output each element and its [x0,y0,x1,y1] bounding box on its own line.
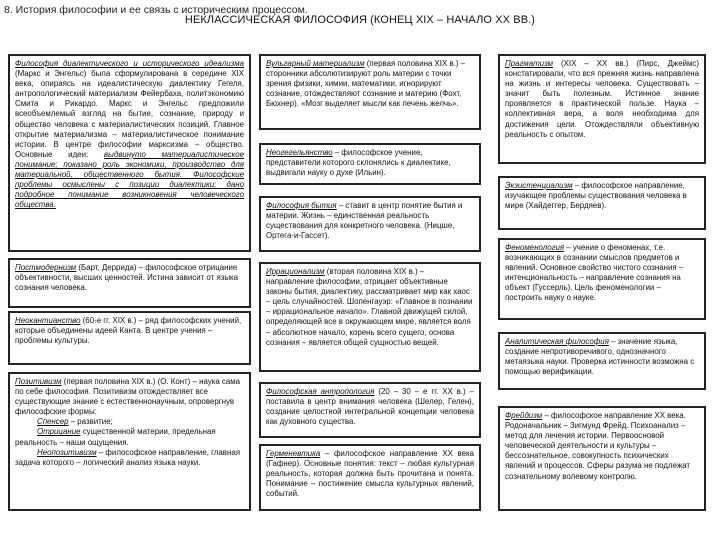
card-text: (первая половина XIX в.) – сторонники абсолютизируют роль материи с точки зрения физики, химии, математики, игнорируют сознание, отождествляют сознание и материю (Фохт, Бюхнер). «Мозг выделяет мысли как печень желчь». [266,59,466,109]
card-text: (Маркс и Энгельс) была сформулирована в середине XIX века, опираясь на идеалистическую диалектику Гегеля, антропологический материализм Фейербаха, политэкономию Смита и Рикардо. Маркс и Энгельс предложили всеобъемлемый взгляд на бытие, сознание, природу и общество человека с материалистических позиций. Главное открытие материализма – материалистическое понимание истории. В центре философии марксизма – общество. Основные идеи: [15,69,244,159]
card-philosophy-of-being [259,196,481,252]
card-vulgar-materialism [259,54,481,130]
term: Философская антропология [266,387,375,396]
card-text: – учение о феноменах, т.е. возникающих в сознании смыслов предметов и явлений. Основное свойство чистого сознания – интенциональность – направление сознания на объект (Гуссерль). Цель феноменологии – построить науку о науке. [505,243,684,303]
card-text: существенной материи, предельная реальность – наши ощущения. [15,427,216,447]
card-text: – философское направление XX века. Родоначальник – Зигмунд Фрейд. Психоанализ – метод для лечения истории. Первоосновой человеческой деятельности и культуры – бессознательное, совокупность психических явлений и процессов. Сферы разума не подлежат сознательному волевому контролю. [505,411,691,481]
term: Вульгарный материализм [266,59,365,68]
card-neokantianism [8,311,251,365]
card-ideas: выдвинуто материалистическое понимание; показано роль экономики, производство для материальной, общественного бытия. Философские проблемы осмыслены с позиции диалектики; дано подробное понимание возникновения человеческого общества. [15,149,245,210]
term: Иррационализм [266,267,325,276]
card-text: (первая половина XIX в.) (О. Конт) – наука сама по себе философия. Позитивизм отождествляет все существующие знание с естественнонаучным, опровергнув философские формы: [15,377,241,417]
positivism-line-2 [15,417,244,427]
card-text: (вторая половина XIX в.) – направление философии, отрицает объективные законы бытия, диалектику, рассматривает мир как хаос – цель случайностей. Шопенгауэр: «Главное в познании – иррациональное начало». Главной движущей силой, определяющей все в окружающем мире, является воля – абсолютное начало, корень всего сущего, основа сознания – является общей сущностью вещей. [266,267,473,347]
card-text: – философское направление, изучающее проблемы существования человека в мире (Хайдеггер, Бердяев). [505,181,687,211]
card-text: – философское учение, представители которого склонялись к диалектике, выдвигали науку о духе (Ильин). [266,148,451,178]
card-hermeneutics [259,444,481,511]
page-title: НЕКЛАССИЧЕСКАЯ ФИЛОСОФИЯ (КОНЕЦ XIX – НАЧАЛО XX ВВ.) [184,14,536,26]
positivism-line-4 [15,448,244,468]
card-phenomenology [498,238,706,320]
card-text: – ставит в центр понятие бытия и материи. Жизнь – единственная реальность существования для конкретного человека. (Ницше, Ортега-и-Гассет). [266,201,463,241]
term: Неопозитивизм [37,447,97,457]
card-text: – значение языка, создание непротиворечивого, однозначного метаязыка науки. Проверка истинности возможна с помощью верификации. [505,337,695,377]
card-text: (Барт, Деррида) – философское отрицание объективности, высших ценностей. Истина зависит от языка сознания человека. [15,263,239,293]
term: Герменевтика [266,449,321,458]
term: Философия диалектического и исторического идеализма [15,59,244,68]
term: Феноменология [505,243,565,252]
term: Постмодернизм [15,263,77,272]
term: Прагматизм [505,59,554,68]
card-text: (XIX – XX вв.) (Пирс, Джеймс) констатировали, что вся прежняя жизнь направлена на жизнь и интересы человека. Существовать – значит быть полезным. Истинное знание проявляется в практической пользе. Наука – коллективная вера, а воля необходима для достижения цели. Отождествляли объективную реальность с опытом. [505,59,699,139]
term: Позитивизм [15,377,62,386]
card-dialectical-materialism [8,54,251,252]
term: Спенсер [37,417,69,427]
positivism-line-3 [15,427,244,447]
page-header: 8. История философии и ее связь с историческим процессом. [4,4,308,16]
card-postmodernism [8,258,251,308]
term: Экзистенциализм [505,181,573,190]
card-text: – философское направление, главная задача которого – логический анализ языка науки. [15,447,241,467]
card-neohegelianism [259,143,481,185]
card-analytic-philosophy [498,332,706,390]
card-positivism [8,372,251,511]
card-text: (60-е гг. XIX в.) – ряд философских учений, которые объединены идеей Канта. В центре учения – проблемы культуры. [15,316,242,346]
term: Фрейдизм [505,411,543,420]
card-text: – развитие; [68,417,113,427]
card-irrationalism [259,262,481,372]
term: Отрицание [37,427,81,437]
card-existentialism [498,176,706,230]
term: Неокантианство [15,316,81,325]
card-philosophical-anthropology [259,382,481,438]
term: Неогегельянство [266,148,333,157]
term: Аналитическая философия [505,337,609,346]
card-text: (20 – 30 – е гг. XX в.) – поставила в центр внимания человека (Шелер, Гелен), создание целостной интегральной концепции человека как духовного существа. [266,387,474,427]
term: Философия бытия [266,201,337,210]
card-text: – философское направление XX века (Гафнер). Основные понятия: текст – любая культурная реальность, которая должна быть прочитана и понята. Понимание – постижение смысла культурных явлений, событий. [266,449,474,499]
card-pragmatism [498,54,706,164]
card-freudianism [498,406,706,511]
